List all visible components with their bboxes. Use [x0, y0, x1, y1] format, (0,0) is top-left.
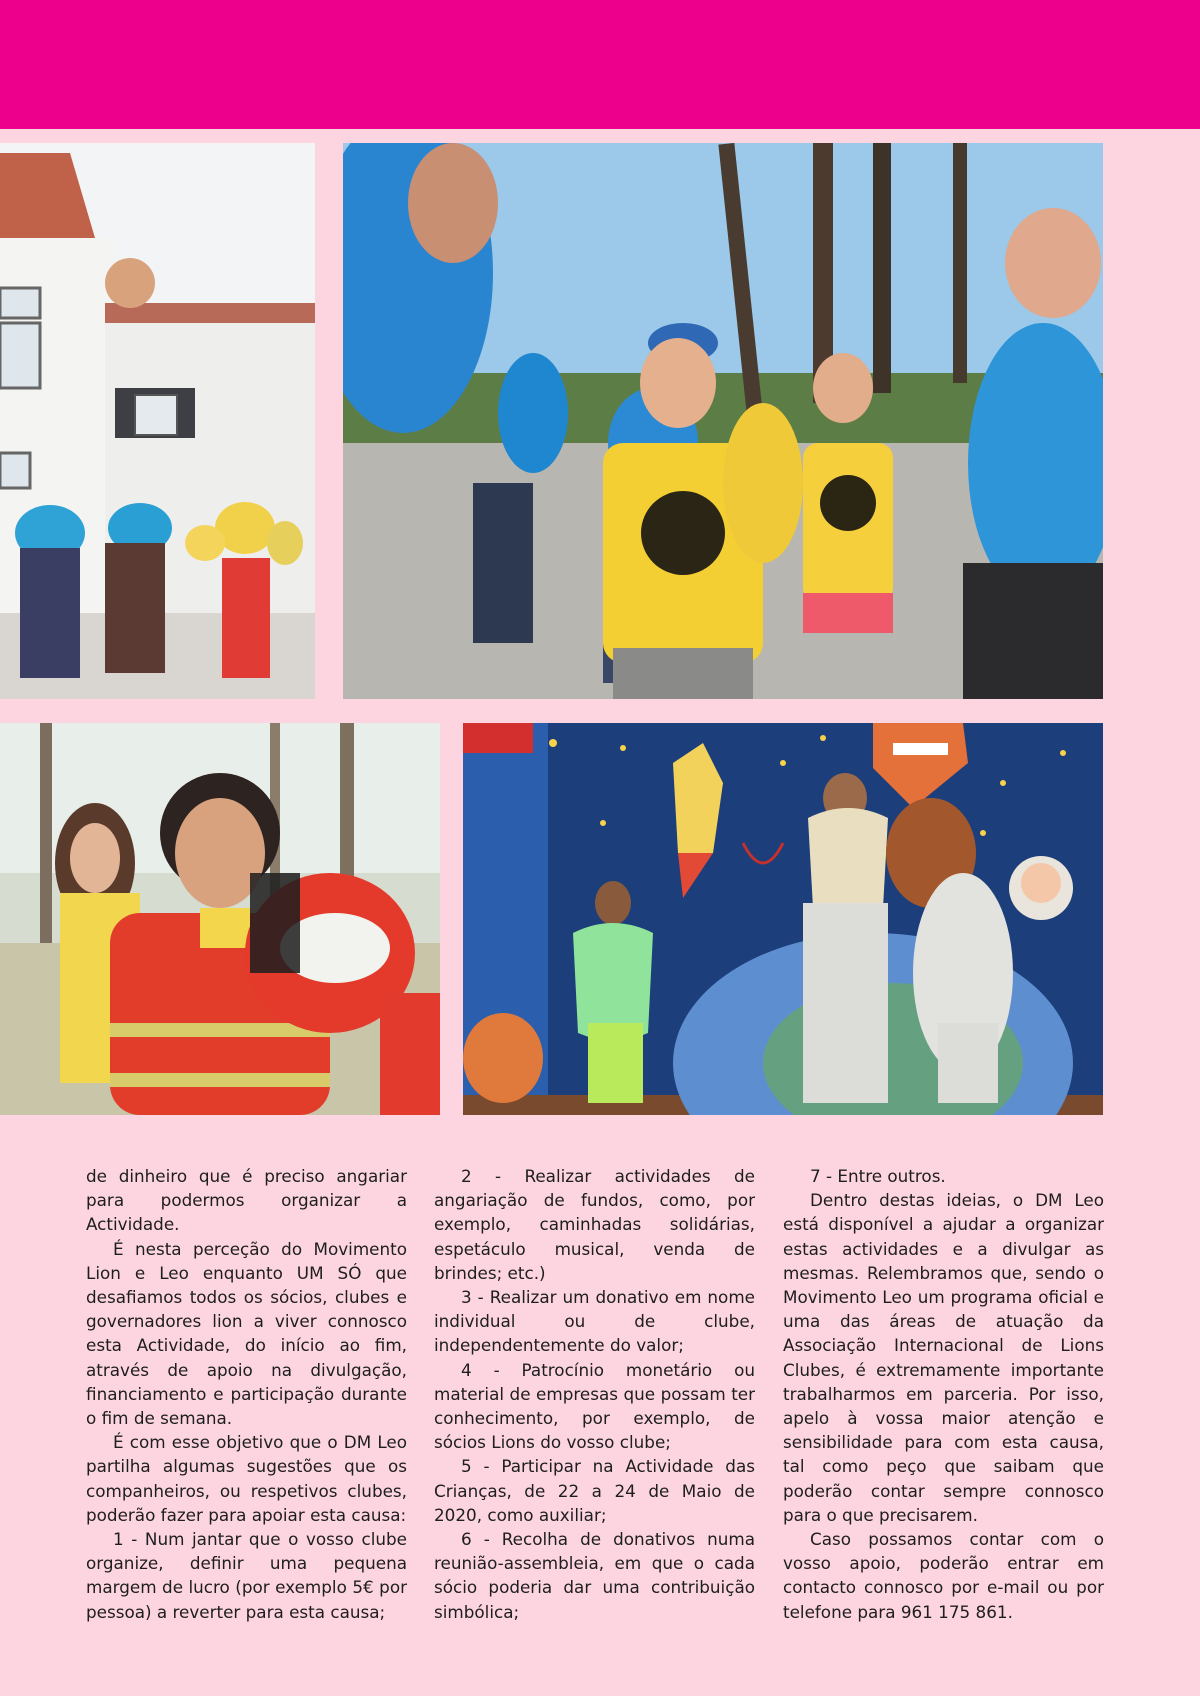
photo-group-dancing-building — [0, 143, 315, 699]
text-column-2 — [434, 1164, 755, 1624]
paragraph: 4 - Patrocínio monetário ou material de empresas que possam ter conhecimento, por exemplo, de sócios Lions do vosso clube; — [434, 1359, 755, 1453]
paragraph: Dentro destas ideias, o DM Leo está disponível a ajudar a organizar estas actividades e a divulgar as mesmas. Relembramos que, sendo o Movimento Leo um programa oficial e uma das áreas de atuação da Associação Internacional de Lions Clubes, é extremamente importante trabalharmos em parceria. Por isso, apelo à vossa maior atenção e sensibilidade para com esta causa, tal como peço que saibam que poderão contar sempre connosco para o que precisarem. — [783, 1190, 1104, 1525]
paragraph: de dinheiro que é preciso angariar para podermos organizar a Actividade. — [86, 1166, 407, 1235]
paragraph: 7 - Entre outros. — [810, 1166, 946, 1186]
text-column-1 — [86, 1164, 407, 1624]
photo-stage-performance — [463, 723, 1103, 1115]
paragraph: É com esse objetivo que o DM Leo partilha algumas sugestões que os companheiros, ou respetivos clubes, poderão fazer para apoiar esta causa: — [86, 1432, 407, 1525]
paragraph: 3 - Realizar um donativo em nome individual ou de clube, independentemente do valor; — [434, 1287, 755, 1356]
paragraph: 1 - Num jantar que o vosso clube organize, definir uma pequena margem de lucro (por exemplo 5€ por pessoa) a reverter para esta causa; — [86, 1529, 407, 1622]
photo-children-clapping — [343, 143, 1103, 699]
paragraph: Caso possamos contar com o vosso apoio, poderão entrar em contacto connosco por e-mail ou por telefone para 961 175 861. — [783, 1529, 1104, 1622]
photo-child-firefighter — [0, 723, 440, 1115]
paragraph: 5 - Participar na Actividade das Crianças, de 22 a 24 de Maio de 2020, como auxiliar; — [434, 1456, 755, 1525]
paragraph: É nesta perceção do Movimento Lion e Leo enquanto UM SÓ que desafiamos todos os sócios, clubes e governadores lion a viver connosco esta Actividade, do início ao fim, através de apoio na divulgação, financiamento e participação durante o fim de semana. — [86, 1238, 407, 1429]
paragraph: 6 - Recolha de donativos numa reunião-assembleia, em que o cada sócio poderia dar uma contribuição simbólica; — [434, 1529, 755, 1622]
paragraph: 2 - Realizar actividades de angariação de fundos, como, por exemplo, caminhadas solidárias, espetáculo musical, venda de brindes; etc.) — [434, 1166, 755, 1283]
text-column-3 — [783, 1164, 1104, 1624]
header-banner — [0, 0, 1200, 129]
